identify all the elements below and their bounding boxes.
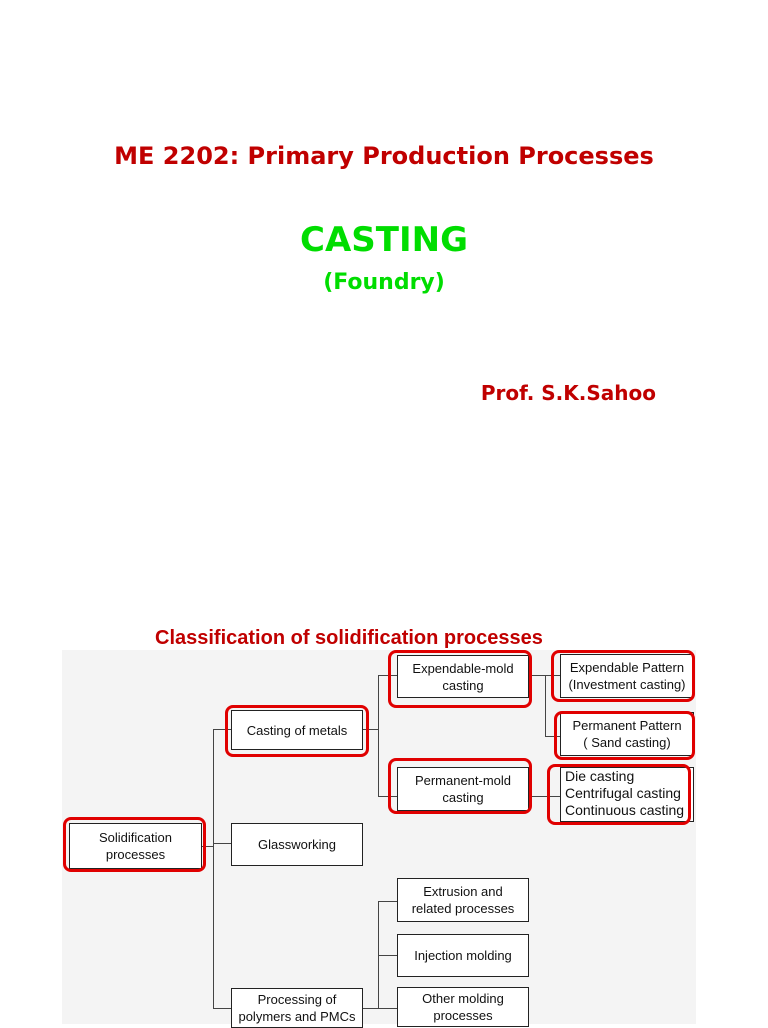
- node-label-line: polymers and PMCs: [238, 1009, 356, 1024]
- connector-to-extrusion: [378, 901, 397, 902]
- node-label-line: Solidification: [99, 830, 172, 845]
- highlight-expendable-mold: [388, 650, 532, 708]
- node-label: Glassworking: [257, 837, 337, 852]
- classification-diagram: [62, 650, 696, 1024]
- node-injection-molding: [397, 934, 529, 977]
- node-label-line: Expendable-mold: [412, 660, 514, 676]
- node-extrusion: [397, 878, 529, 922]
- node-label-line: Permanent Pattern: [572, 718, 682, 733]
- node-label-line: (Investment casting): [568, 677, 686, 692]
- node-glassworking: [231, 823, 363, 866]
- node-label-line: Continuous casting: [565, 802, 685, 818]
- node-label-line: Permanent-mold: [414, 773, 512, 788]
- node-label: Injection molding: [414, 948, 512, 963]
- highlight-solidification: [63, 817, 206, 872]
- slide-title: CASTING: [300, 220, 468, 260]
- node-label-line: Other molding: [422, 991, 504, 1006]
- connector-to-other: [378, 1008, 397, 1009]
- node-label-line: Processing of: [257, 992, 337, 1007]
- connector-to-injection: [378, 955, 397, 956]
- node-label-line: casting: [442, 677, 484, 693]
- highlight-casting-of-metals: [225, 705, 369, 757]
- node-label-line: Expendable Pattern: [569, 660, 685, 675]
- connector-to-glass: [213, 843, 231, 844]
- course-title: ME 2202: Primary Production Processes: [114, 142, 654, 170]
- node-label-line: related processes: [411, 901, 515, 916]
- highlight-expendable-pattern: [551, 650, 695, 702]
- connector-polymers-out: [363, 1008, 379, 1009]
- node-label-line: Die casting: [565, 768, 635, 784]
- connector-trunk-3: [545, 675, 546, 737]
- node-processing-polymers: [231, 988, 363, 1028]
- node-label-line: casting: [442, 790, 484, 805]
- connector-trunk-2: [378, 675, 379, 797]
- diagram-title: Classification of solidification processes: [155, 627, 543, 649]
- node-label-line: Centrifugal casting: [565, 785, 681, 801]
- node-label-line: processes: [105, 847, 166, 862]
- node-label-line: processes: [433, 1008, 493, 1023]
- slide-subtitle: (Foundry): [323, 270, 445, 295]
- node-label-line: ( Sand casting): [583, 735, 671, 750]
- highlight-permanent-pattern: [554, 711, 695, 760]
- author-name: Prof. S.K.Sahoo: [480, 381, 656, 405]
- highlight-permanent-mold-types: [547, 764, 691, 825]
- node-label-line: Extrusion and: [423, 884, 503, 899]
- node-label: Casting of metals: [246, 722, 348, 738]
- node-other-molding: [397, 987, 529, 1027]
- connector-trunk-1: [213, 729, 214, 1009]
- highlight-permanent-mold: [388, 758, 532, 814]
- connector-to-polymers: [213, 1008, 231, 1009]
